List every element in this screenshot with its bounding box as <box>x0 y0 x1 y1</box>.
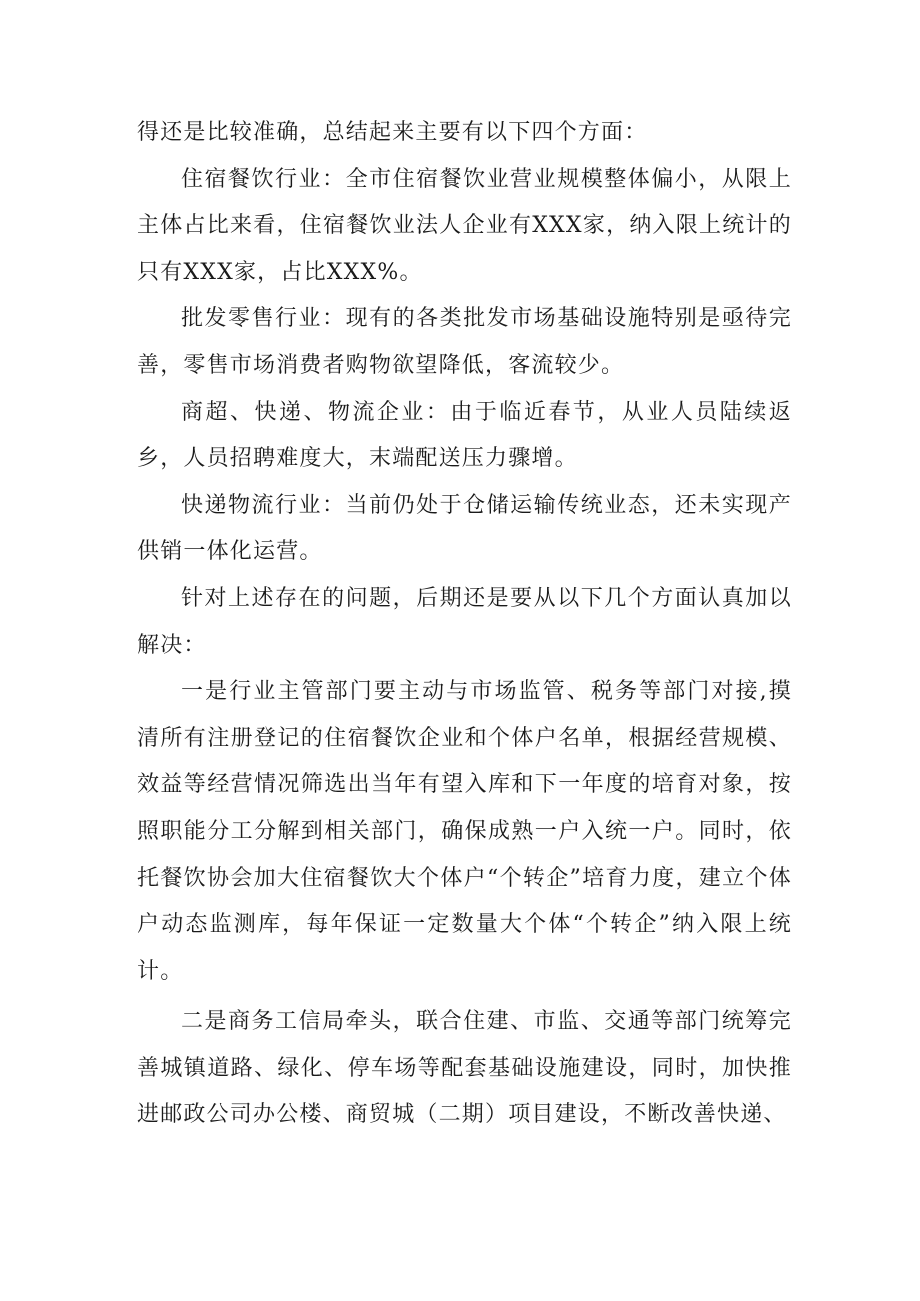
paragraph-measure-one: 一是行业主管部门要主动与市场监管、税务等部门对接,摸清所有注册登记的住宿餐饮企业和个体户名单，根据经营规模、效益等经营情况筛选出当年有望入库和下一年度的培育对象，按照职能分工分解到相关部门，确保成熟一户入统一户。同时，依托餐饮协会加大住宿餐饮大个体户“个转企”培育力度，建立个体户动态监测库，每年保证一定数量大个体“个转企”纳入限上统计。 <box>137 679 792 984</box>
paragraph-wholesale-retail: 批发零售行业：现有的各类批发市场基础设施特别是亟待完善，零售市场消费者购物欲望降低，客流较少。 <box>137 306 792 378</box>
paragraph-supermarket-logistics: 商超、快递、物流企业：由于临近春节，从业人员陆续返乡，人员招聘难度大，末端配送压力骤增。 <box>137 399 792 472</box>
paragraph-express-logistics: 快递物流行业：当前仍处于仓储运输传统业态，还未实现产供销一体化运营。 <box>137 492 792 565</box>
paragraph-solutions-intro: 针对上述存在的问题，后期还是要从以下几个方面认真加以解决： <box>137 585 792 658</box>
paragraph-lodging-catering: 住宿餐饮行业：全市住宿餐饮业营业规模整体偏小，从限上主体占比来看，住宿餐饮业法人企业有XXX家，纳入限上统计的只有XXX家，占比XXX%。 <box>137 166 792 285</box>
paragraph-continuation: 得还是比较准确，总结起来主要有以下四个方面： <box>137 120 648 145</box>
body-text <box>137 110 792 1139</box>
paragraph-measure-two: 二是商务工信局牵头，联合住建、市监、交通等部门统筹完善城镇道路、绿化、停车场等配套基础设施建设，同时，加快推进邮政公司办公楼、商贸城（二期）项目建设，不断改善快递、 <box>137 1009 792 1128</box>
